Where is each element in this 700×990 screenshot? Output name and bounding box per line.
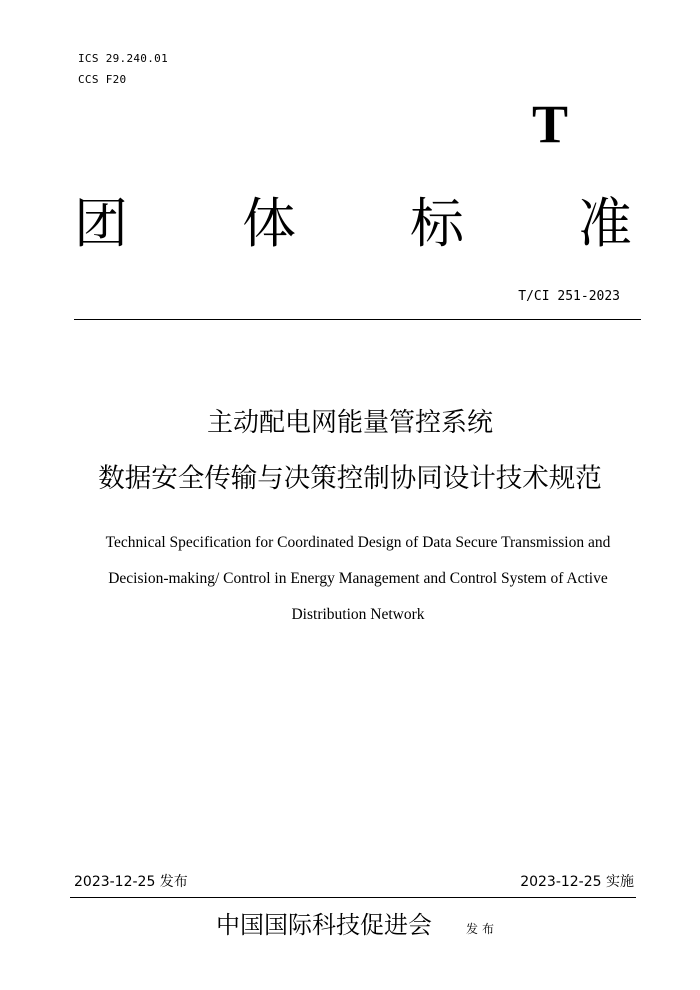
standard-number: T/CI 251-2023	[518, 289, 620, 304]
english-title-line-3: Distribution Network	[291, 606, 425, 623]
standard-type-char: 体	[242, 192, 296, 255]
standard-type-char: 团	[74, 192, 128, 255]
chinese-title-line-2: 数据安全传输与决策控制协同设计技术规范	[98, 463, 602, 494]
standard-type-char: 准	[578, 192, 632, 255]
chinese-title-line-1: 主动配电网能量管控系统	[206, 408, 493, 438]
english-title-line-1: Technical Specification for Coordinated Design of Data Secure Transmission and	[105, 534, 611, 551]
publisher-name: 中国国际科技促进会	[216, 911, 432, 939]
footer-divider	[70, 897, 636, 898]
english-title-line-2: Decision-making/ Control in Energy Management and Control System of Active	[108, 570, 608, 587]
implementation-date: 2023-12-25 实施	[520, 874, 634, 890]
ccs-code: CCS F20	[78, 73, 127, 86]
standard-mark: T	[532, 94, 569, 154]
publish-label: 发布	[466, 922, 499, 936]
standard-type-char: 标	[410, 192, 464, 255]
header-divider	[74, 319, 641, 320]
ics-code: ICS 29.240.01	[78, 52, 168, 65]
issue-date: 2023-12-25 发布	[74, 874, 188, 890]
